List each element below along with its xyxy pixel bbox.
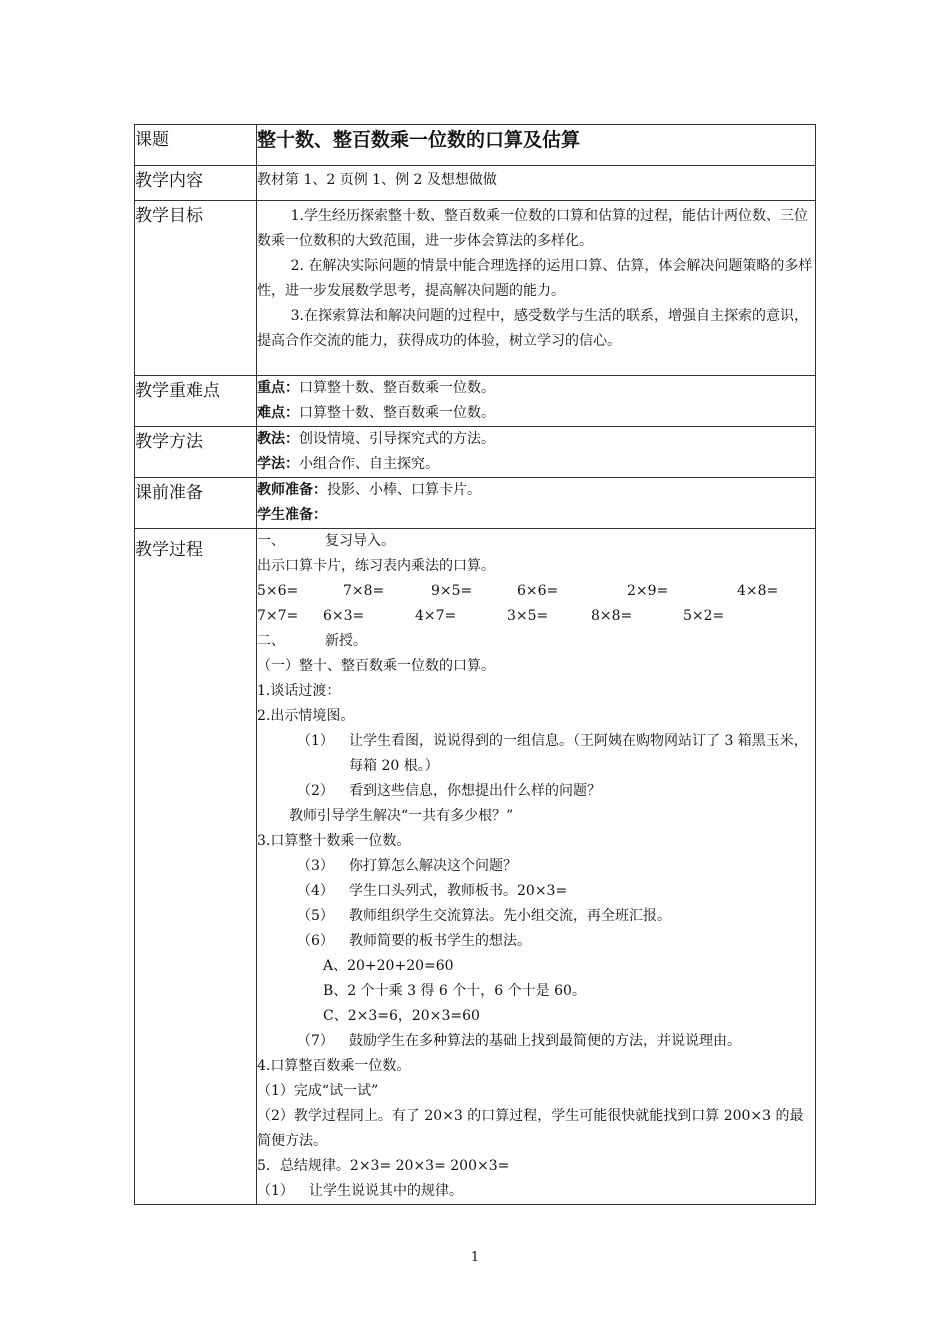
label-process: 教学过程 bbox=[135, 529, 257, 1205]
label-prep: 课前准备 bbox=[135, 478, 257, 529]
content-value: 教材第 1、2 页例 1、例 2 及想想做做 bbox=[257, 166, 816, 201]
page-number: 1 bbox=[470, 1250, 480, 1265]
label-content: 教学内容 bbox=[135, 166, 257, 201]
teach-method-label: 教法： bbox=[257, 431, 299, 447]
goal-item: 3.在探索算法和解决问题的过程中，感受数学与生活的联系，增强自主探索的意识，提高合作交流的能力，获得成功的体验，树立学习的信心。 bbox=[257, 308, 808, 349]
label-goals: 教学目标 bbox=[135, 201, 257, 376]
label-key-points: 教学重难点 bbox=[135, 376, 257, 427]
row-process bbox=[135, 529, 816, 1205]
section-heading: 复习导入。 bbox=[325, 533, 395, 549]
row-goals bbox=[135, 201, 816, 376]
goal-item: 2. 在解决实际问题的情景中能合理选择的运用口算、估算，体会解决问题策略的多样性，进一步发展数学思考，提高解决问题的能力。 bbox=[257, 258, 813, 299]
label-methods: 教学方法 bbox=[135, 427, 257, 478]
student-prep-label: 学生准备： bbox=[257, 507, 327, 523]
goal-item: 1.学生经历探索整十数、整百数乘一位数的口算和估算的过程，能估计两位数、三位数乘一位数积的大致范围，进一步体会算法的多样化。 bbox=[257, 208, 808, 249]
calc-row: 7×7= 6×3= 4×7= 3×5= 8×8= 5×2= bbox=[257, 608, 725, 624]
process-content: 一、 复习导入。 出示口算卡片，练习表内乘法的口算。 5×6= 7×8= 9×5= 6×6= 2×9= 4×8= 7×7= 6×3= 4×7= 3×5= 8×8= 5×2= 二、 新授。 （一）整十、整百数乘一位数的口算。 1.谈话过渡： 2.出示情境图。 （1） 让学生看图，说说得到的一组信息。（王阿姨在购物网站订了 3 箱黑玉米，每箱 20 根。） （2） 看到这些信息，你想提出什么样的问题？ 教师引导学生解决“一共有多少根？” 3.口算整十数乘一位数。 （3） 你打算怎么解决这个问题？ （4） 学生口头列式，教师板书。20×3= （5） 教师组织学生交流算法。先小组交流，再全班汇报。 （6） 教师简要的板书学生的想法。 A、20+20+20=60 B、2 个十乘 3 得 6 个十，6 个十是 60。 C、2×3=6，20×3=60 （7） 鼓励学生在多种算法的基础上找到最简便的方法，并说说理由。 4.口算整百数乘一位数。 （1）完成“试一试” （2）教学过程同上。有了 20×3 的口算过程，学生可能很快就能找到口算 200×3 的最简便方法。 5．总结规律。2×3= 20×3= 200×3= （1） 让学生说说其中的规律。 bbox=[257, 529, 816, 1205]
calc-row: 5×6= 7×8= 9×5= 6×6= 2×9= 4×8= bbox=[257, 583, 779, 599]
teacher-prep-label: 教师准备： bbox=[257, 482, 327, 498]
lesson-title: 整十数、整百数乘一位数的口算及估算 bbox=[257, 129, 581, 151]
key-point-value: 口算整十数、整百数乘一位数。 bbox=[299, 380, 495, 396]
teacher-prep-value: 投影、小棒、口算卡片。 bbox=[327, 482, 481, 498]
row-key-points bbox=[135, 376, 816, 427]
learn-method-label: 学法： bbox=[257, 456, 299, 472]
hard-point-value: 口算整十数、整百数乘一位数。 bbox=[299, 405, 495, 421]
row-methods bbox=[135, 427, 816, 478]
teach-method-value: 创设情境、引导探究式的方法。 bbox=[299, 431, 495, 447]
section-heading: 新授。 bbox=[325, 633, 367, 649]
lesson-plan-table bbox=[134, 124, 816, 1205]
key-point-label: 重点： bbox=[257, 380, 299, 396]
hard-point-label: 难点： bbox=[257, 405, 299, 421]
learn-method-value: 小组合作、自主探究。 bbox=[299, 456, 439, 472]
row-topic bbox=[135, 125, 816, 166]
row-content bbox=[135, 166, 816, 201]
row-prep bbox=[135, 478, 816, 529]
label-topic: 课题 bbox=[135, 125, 257, 166]
